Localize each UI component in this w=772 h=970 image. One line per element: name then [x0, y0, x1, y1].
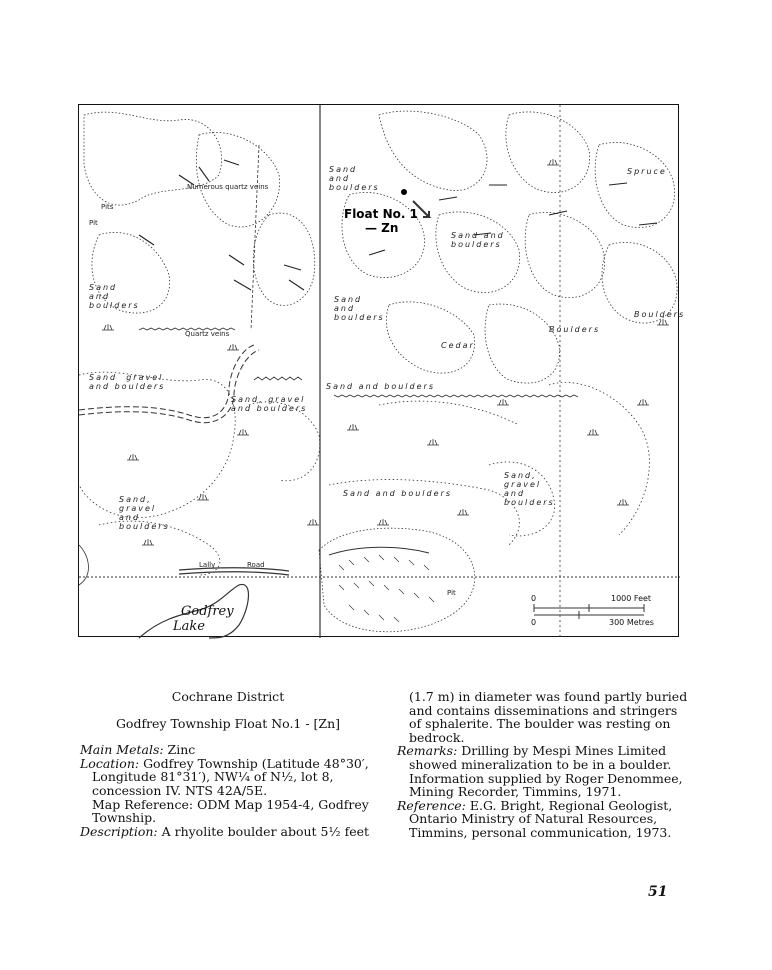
- left-column: [80, 690, 376, 838]
- map-label: Sand and boulders: [343, 489, 452, 498]
- map-label: Sand gravel and boulders: [89, 373, 166, 391]
- map-label: Numerous quartz veins: [187, 183, 269, 191]
- remarks: [397, 744, 691, 798]
- map-label: Sand and boulders: [451, 231, 505, 249]
- main-metals: [80, 743, 376, 757]
- remarks-label: Remarks:: [397, 743, 458, 759]
- scale-feet-zero: 0: [531, 594, 537, 603]
- district-heading: Cochrane District: [171, 689, 285, 704]
- remarks-value: Drilling by Mespi Mines Limited showed mineralization to be in a boulder. Information supplied by Roger Denommee, Mining Recorder, Timmins, 1971.: [409, 743, 683, 800]
- description-continued: (1.7 m) in diameter was found partly buried and contains disseminations and stringers of sphalerite. The boulder was resting on bedrock.: [409, 689, 688, 745]
- location-label: Location:: [80, 755, 140, 771]
- map-label: Quartz veins: [185, 330, 230, 338]
- map-label: Sand and boulders: [89, 283, 140, 310]
- map-label: Sand, gravel and boulders: [231, 395, 308, 413]
- location: [80, 757, 376, 798]
- description-value: A rhyolite boulder about 5½ feet: [157, 823, 370, 839]
- map-label: Lally: [199, 561, 216, 569]
- map-label: Boulders: [549, 325, 601, 334]
- entry-title: Godfrey Township Float No.1 - [Zn]: [115, 715, 341, 731]
- main-metals-value: Zinc: [163, 742, 196, 758]
- map-label: Sand and boulders: [326, 382, 435, 391]
- map-label: Pit: [447, 589, 456, 597]
- scale-feet-value: 1000 Feet: [611, 594, 652, 603]
- float-location-marker: [401, 189, 407, 195]
- map-label: Pit: [89, 219, 98, 227]
- map-label: Sand and boulders: [334, 295, 385, 322]
- map-label: Sand, gravel and boulders: [504, 471, 555, 507]
- map-label: Cedar: [441, 341, 475, 350]
- reference-label: Reference:: [397, 797, 466, 813]
- map-reference: Map Reference: ODM Map 1954-4, Godfrey Township.: [92, 796, 369, 826]
- map-label: Road: [247, 561, 265, 569]
- description: [80, 825, 376, 839]
- map-label: Sand and boulders: [329, 165, 380, 192]
- map-label: Spruce: [627, 167, 667, 176]
- right-column: [397, 690, 691, 840]
- map-label: Pits: [101, 203, 114, 211]
- scale-metres-zero: 0: [531, 618, 537, 627]
- reference-value: E.G. Bright, Regional Geologist, Ontario Ministry of Natural Resources, Timmins, personal communication, 1973.: [409, 797, 673, 840]
- location-value: Godfrey Township (Latitude 48°30′, Longitude 81°31′), NW¼ of N½, lot 8, concession IV. NTS 42A/5E.: [92, 755, 369, 798]
- map-label: Boulders: [634, 310, 686, 319]
- geological-map: [78, 104, 686, 637]
- description-label: Description:: [80, 823, 158, 839]
- lake-name: Lake: [173, 619, 205, 634]
- page-number: 51: [648, 884, 668, 900]
- float-label: Float No. 1: [344, 207, 418, 221]
- main-metals-label: Main Metals:: [80, 742, 164, 758]
- reference: [397, 799, 691, 840]
- scale-metres-value: 300 Metres: [609, 618, 654, 627]
- lake-name: Godfrey: [181, 604, 234, 619]
- map-label: Sand, gravel and boulders: [119, 495, 170, 531]
- float-metal-label: — Zn: [365, 221, 399, 235]
